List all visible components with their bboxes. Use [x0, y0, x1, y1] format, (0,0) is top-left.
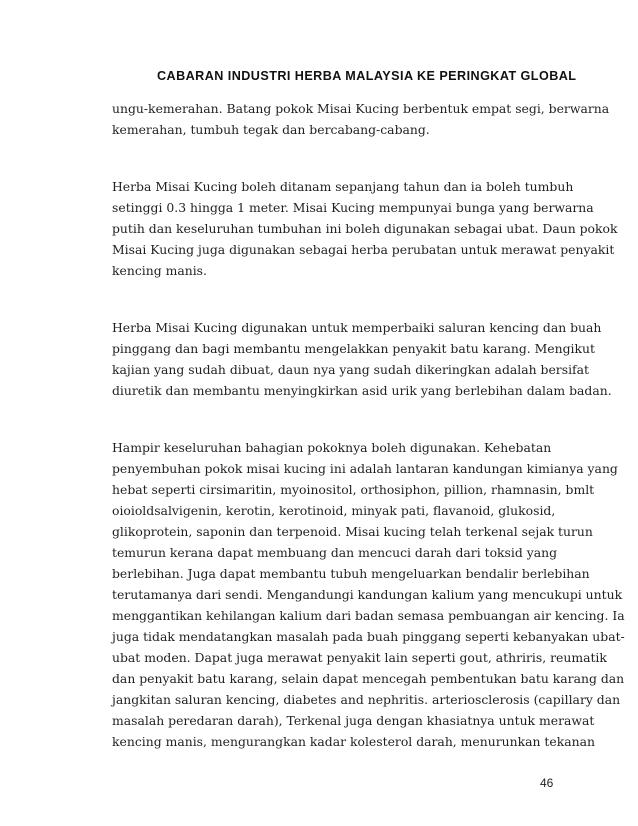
text-line: juga tidak mendatangkan masalah pada buah pinggang seperti kebanyakan ubat-	[112, 629, 625, 644]
running-header: CABARAN INDUSTRI HERBA MALAYSIA KE PERINGKAT GLOBAL	[157, 69, 577, 83]
page-number: 46	[540, 776, 554, 790]
text-line: masalah peredaran darah), Terkenal juga dengan khasiatnya untuk merawat	[112, 713, 595, 728]
text-line: penyembuhan pokok misai kucing ini adalah lantaran kandungan kimianya yang	[112, 461, 618, 476]
text-line: Herba Misai Kucing digunakan untuk memperbaiki saluran kencing dan buah	[112, 320, 602, 335]
text-line: oioioldsalvigenin, kerotin, kerotinoid, minyak pati, flavanoid, glukosid,	[112, 503, 556, 518]
text-line: diuretik dan membantu menyingkirkan asid urik yang berlebihan dalam badan.	[112, 383, 612, 398]
paragraph-2	[112, 176, 618, 281]
text-line: kencing manis, mengurangkan kadar kolesterol darah, menurunkan tekanan	[112, 734, 595, 749]
text-line: dan penyakit batu karang, selain dapat mencegah pembentukan batu karang dan	[112, 671, 625, 686]
text-line: kajian yang sudah dibuat, daun nya yang sudah dikeringkan adalah bersifat	[112, 362, 589, 377]
text-line: kencing manis.	[112, 263, 207, 278]
paragraph-gap	[112, 401, 572, 437]
text-line: temurun kerana dapat membuang dan mencuci darah dari toksid yang	[112, 545, 558, 560]
text-line: Herba Misai Kucing boleh ditanam sepanjang tahun dan ia boleh tumbuh	[112, 179, 574, 194]
paragraph-1	[112, 98, 610, 140]
text-line: hebat seperti cirsimaritin, myoinositol, orthosiphon, pillion, rhamnasin, bmlt	[112, 482, 595, 497]
text-line: berlebihan. Juga dapat membantu tubuh mengeluarkan bendalir berlebihan	[112, 566, 590, 581]
text-line: setinggi 0.3 hingga 1 meter. Misai Kucing mempunyai bunga yang berwarna	[112, 200, 594, 215]
text-line: kemerahan, tumbuh tegak dan bercabang-cabang.	[112, 122, 430, 137]
text-line: pinggang dan bagi membantu mengelakkan penyakit batu karang. Mengikut	[112, 341, 595, 356]
text-line: ubat moden. Dapat juga merawat penyakit lain seperti gout, athriris, reumatik	[112, 650, 607, 665]
paragraph-4	[112, 437, 625, 752]
text-line: Misai Kucing juga digunakan sebagai herba perubatan untuk merawat penyakit	[112, 242, 615, 257]
body-text	[112, 98, 625, 752]
paragraph-gap	[112, 281, 572, 317]
paragraph-3	[112, 317, 612, 401]
text-line: Hampir keseluruhan bahagian pokoknya boleh digunakan. Kehebatan	[112, 440, 552, 455]
text-line: glikoprotein, saponin dan terpenoid. Misai kucing telah terkenal sejak turun	[112, 524, 593, 539]
text-line: jangkitan saluran kencing, diabetes and nephritis. arteriosclerosis (capillary dan	[112, 692, 621, 707]
text-line: ungu-kemerahan. Batang pokok Misai Kucing berbentuk empat segi, berwarna	[112, 101, 610, 116]
text-line: putih dan keseluruhan tumbuhan ini boleh digunakan sebagai ubat. Daun pokok	[112, 221, 618, 236]
paragraph-gap	[112, 140, 572, 176]
text-line: terutamanya dari sendi. Mengandungi kandungan kalium yang mencukupi untuk	[112, 587, 623, 602]
text-line: menggantikan kehilangan kalium dari badan semasa pembuangan air kencing. Ia	[112, 608, 625, 623]
